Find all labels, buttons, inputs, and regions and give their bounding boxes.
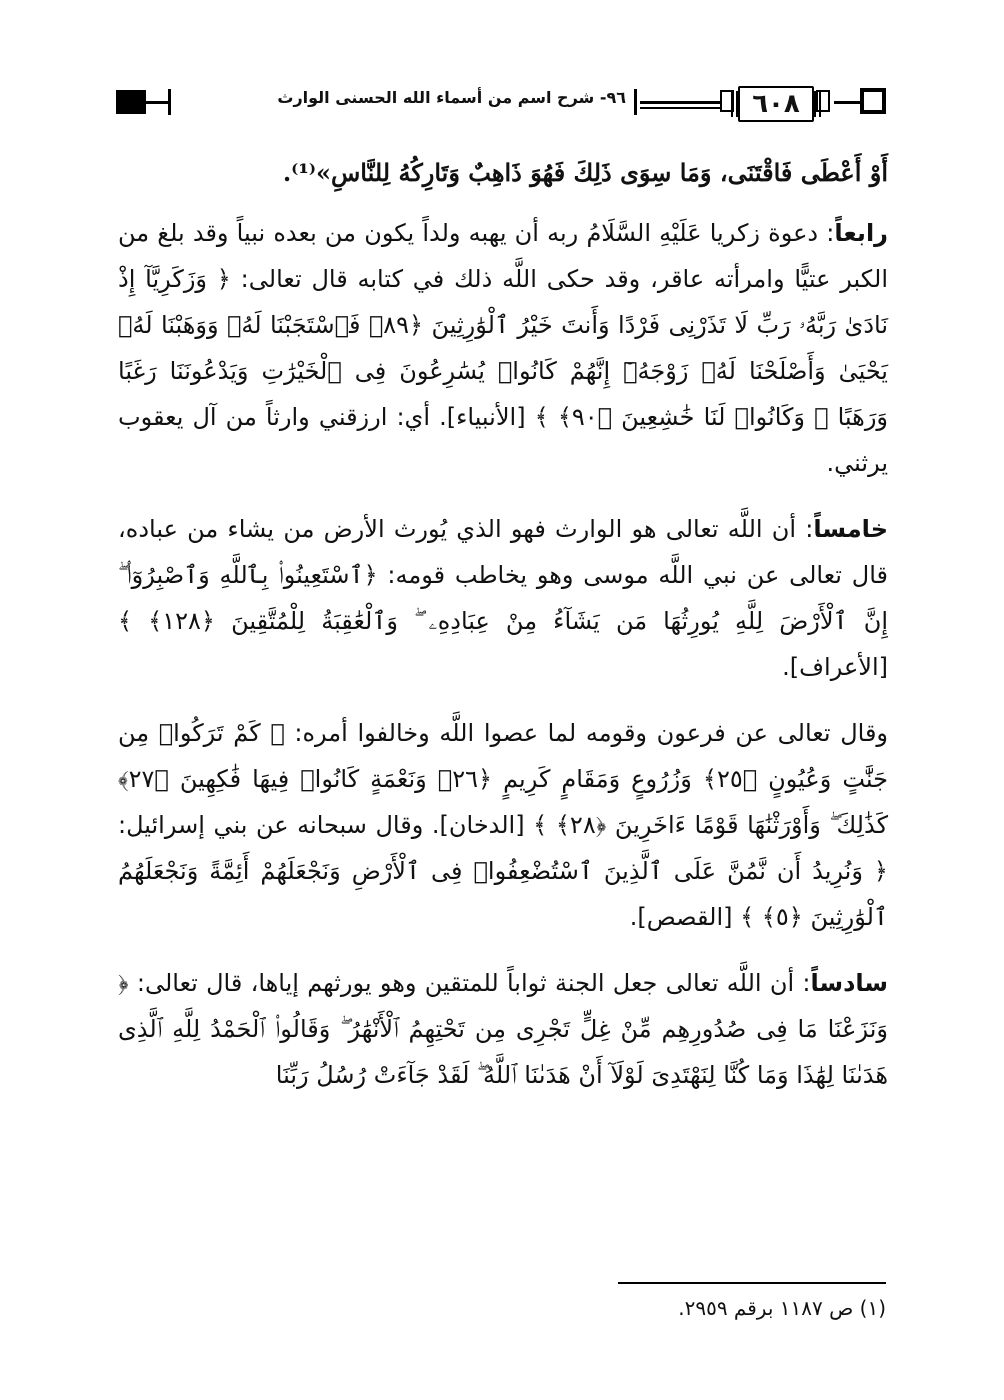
ornament-knot	[816, 90, 830, 112]
paragraph-text: : دعوة زكريا عَلَيْهِ السَّلَامُ ربه أن يهبه ولداً يكون من بعده نبياً وقد بلغ من الكبر عتيًّا وامرأته عاقر، وقد حكى اللَّه ذلك في كتابه قال تعالى: ﴿ وَزَكَرِيَّآ إِذْ نَادَىٰ رَبَّهُۥ رَبِّ لَا تَذَرْنِى فَرْدًا وَأَنتَ خَيْرُ ٱلْوَٰرِثِينَ ﴿٨٩﴾ فَٱسْتَجَبْنَا لَهُۥ وَوَهَبْنَا لَهُۥ يَحْيَىٰ وَأَصْلَحْنَا لَهُۥ زَوْجَهُۥٓ إِنَّهُمْ كَانُوا۟ يُسَٰرِعُونَ فِى ٱلْخَيْرَٰتِ وَيَدْعُونَنَا رَغَبًا وَرَهَبًا ۖ وَكَانُوا۟ لَنَا خَٰشِعِينَ ﴿٩٠﴾ ﴾ [الأنبياء]. أي: ارزقني وارثاً من آل يعقوب يرثني.	[118, 219, 888, 477]
paragraph-lead: رابعاً	[834, 219, 888, 247]
footnote-separator	[618, 1282, 886, 1284]
page-number-frame	[716, 84, 834, 120]
paragraph-text: : أن اللَّه تعالى جعل الجنة ثواباً للمتقين وهو يورثهم إياها، قال تعالى: ﴿ وَنَزَعْنَا مَا فِى صُدُورِهِم مِّنْ غِلٍّ تَجْرِى مِن تَحْتِهِمُ ٱلْأَنْهَٰرُ ۖ وَقَالُوا۟ ٱلْحَمْدُ لِلَّهِ ٱلَّذِى هَدَىٰنَا لِهَٰذَا وَمَا كُنَّا لِنَهْتَدِىَ لَوْلَآ أَنْ هَدَىٰنَا ٱللَّهُ ۖ لَقَدْ جَآءَتْ رُسُلُ رَبِّنَا	[118, 969, 888, 1089]
paragraph-text: : أن اللَّه تعالى هو الوارث فهو الذي يُورث الأرض من يشاء من عباده، قال تعالى عن نبي اللَّه موسى وهو يخاطب قومه: ﴿ٱسْتَعِينُوا۟ بِٱللَّهِ وَٱصْبِرُوٓا۟ ۖ إِنَّ ٱلْأَرْضَ لِلَّهِ يُورِثُهَا مَن يَشَآءُ مِنْ عِبَادِهِۦ ۖ وَٱلْعَٰقِبَةُ لِلْمُتَّقِينَ ﴿١٢٨﴾ ﴾ [الأعراف].	[118, 515, 888, 681]
paragraph: وقال تعالى عن فرعون وقومه لما عصوا اللَّه وخالفوا أمره: ﴿ كَمْ تَرَكُوا۟ مِن جَنَّٰتٍ وَعُيُونٍ ﴿٢٥﴾ وَزُرُوعٍ وَمَقَامٍ كَرِيمٍ ﴿٢٦﴾ وَنَعْمَةٍ كَانُوا۟ فِيهَا فَٰكِهِينَ ﴿٢٧﴾ كَذَٰلِكَ ۖ وَأَوْرَثْنَٰهَا قَوْمًا ءَاخَرِينَ ﴿٢٨﴾ ﴾ [الدخان]. وقال سبحانه عن بني إسرائيل: ﴿ وَنُرِيدُ أَن نَّمُنَّ عَلَى ٱلَّذِينَ ٱسْتُضْعِفُوا۟ فِى ٱلْأَرْضِ وَنَجْعَلَهُمْ أَئِمَّةً وَنَجْعَلَهُمُ ٱلْوَٰرِثِينَ ﴿٥﴾ ﴾ [القصص].	[118, 719, 889, 931]
header-title: ٩٦- شرح اسم من أسماء الله الحسنى الوارث	[277, 88, 626, 107]
page-header	[116, 84, 886, 128]
paragraph	[118, 960, 888, 1098]
footnote: (١) ص ١١٨٧ برقم ٢٩٥٩.	[678, 1296, 886, 1320]
header-divider	[634, 89, 637, 115]
header-rule	[834, 101, 862, 104]
header-ornament-right	[860, 88, 886, 114]
header-rule	[640, 101, 720, 104]
header-divider	[168, 89, 171, 115]
page-body	[118, 150, 888, 1118]
paragraph-lead: سادساً	[810, 969, 888, 997]
page-number: ٦٠٨	[738, 86, 814, 122]
header-rule	[640, 107, 720, 109]
paragraph	[118, 506, 888, 690]
paragraph-lead: خامساً	[813, 515, 888, 543]
paragraph: أَوْ أَعْطَى فَاقْتَنَى، وَمَا سِوَى ذَلِكَ فَهُوَ ذَاهِبٌ وَتَارِكُهُ لِلنَّاسِ»⁽¹⁾.	[282, 158, 888, 187]
paragraph	[118, 210, 888, 486]
header-rule	[146, 101, 168, 104]
header-ornament-left	[116, 90, 146, 114]
